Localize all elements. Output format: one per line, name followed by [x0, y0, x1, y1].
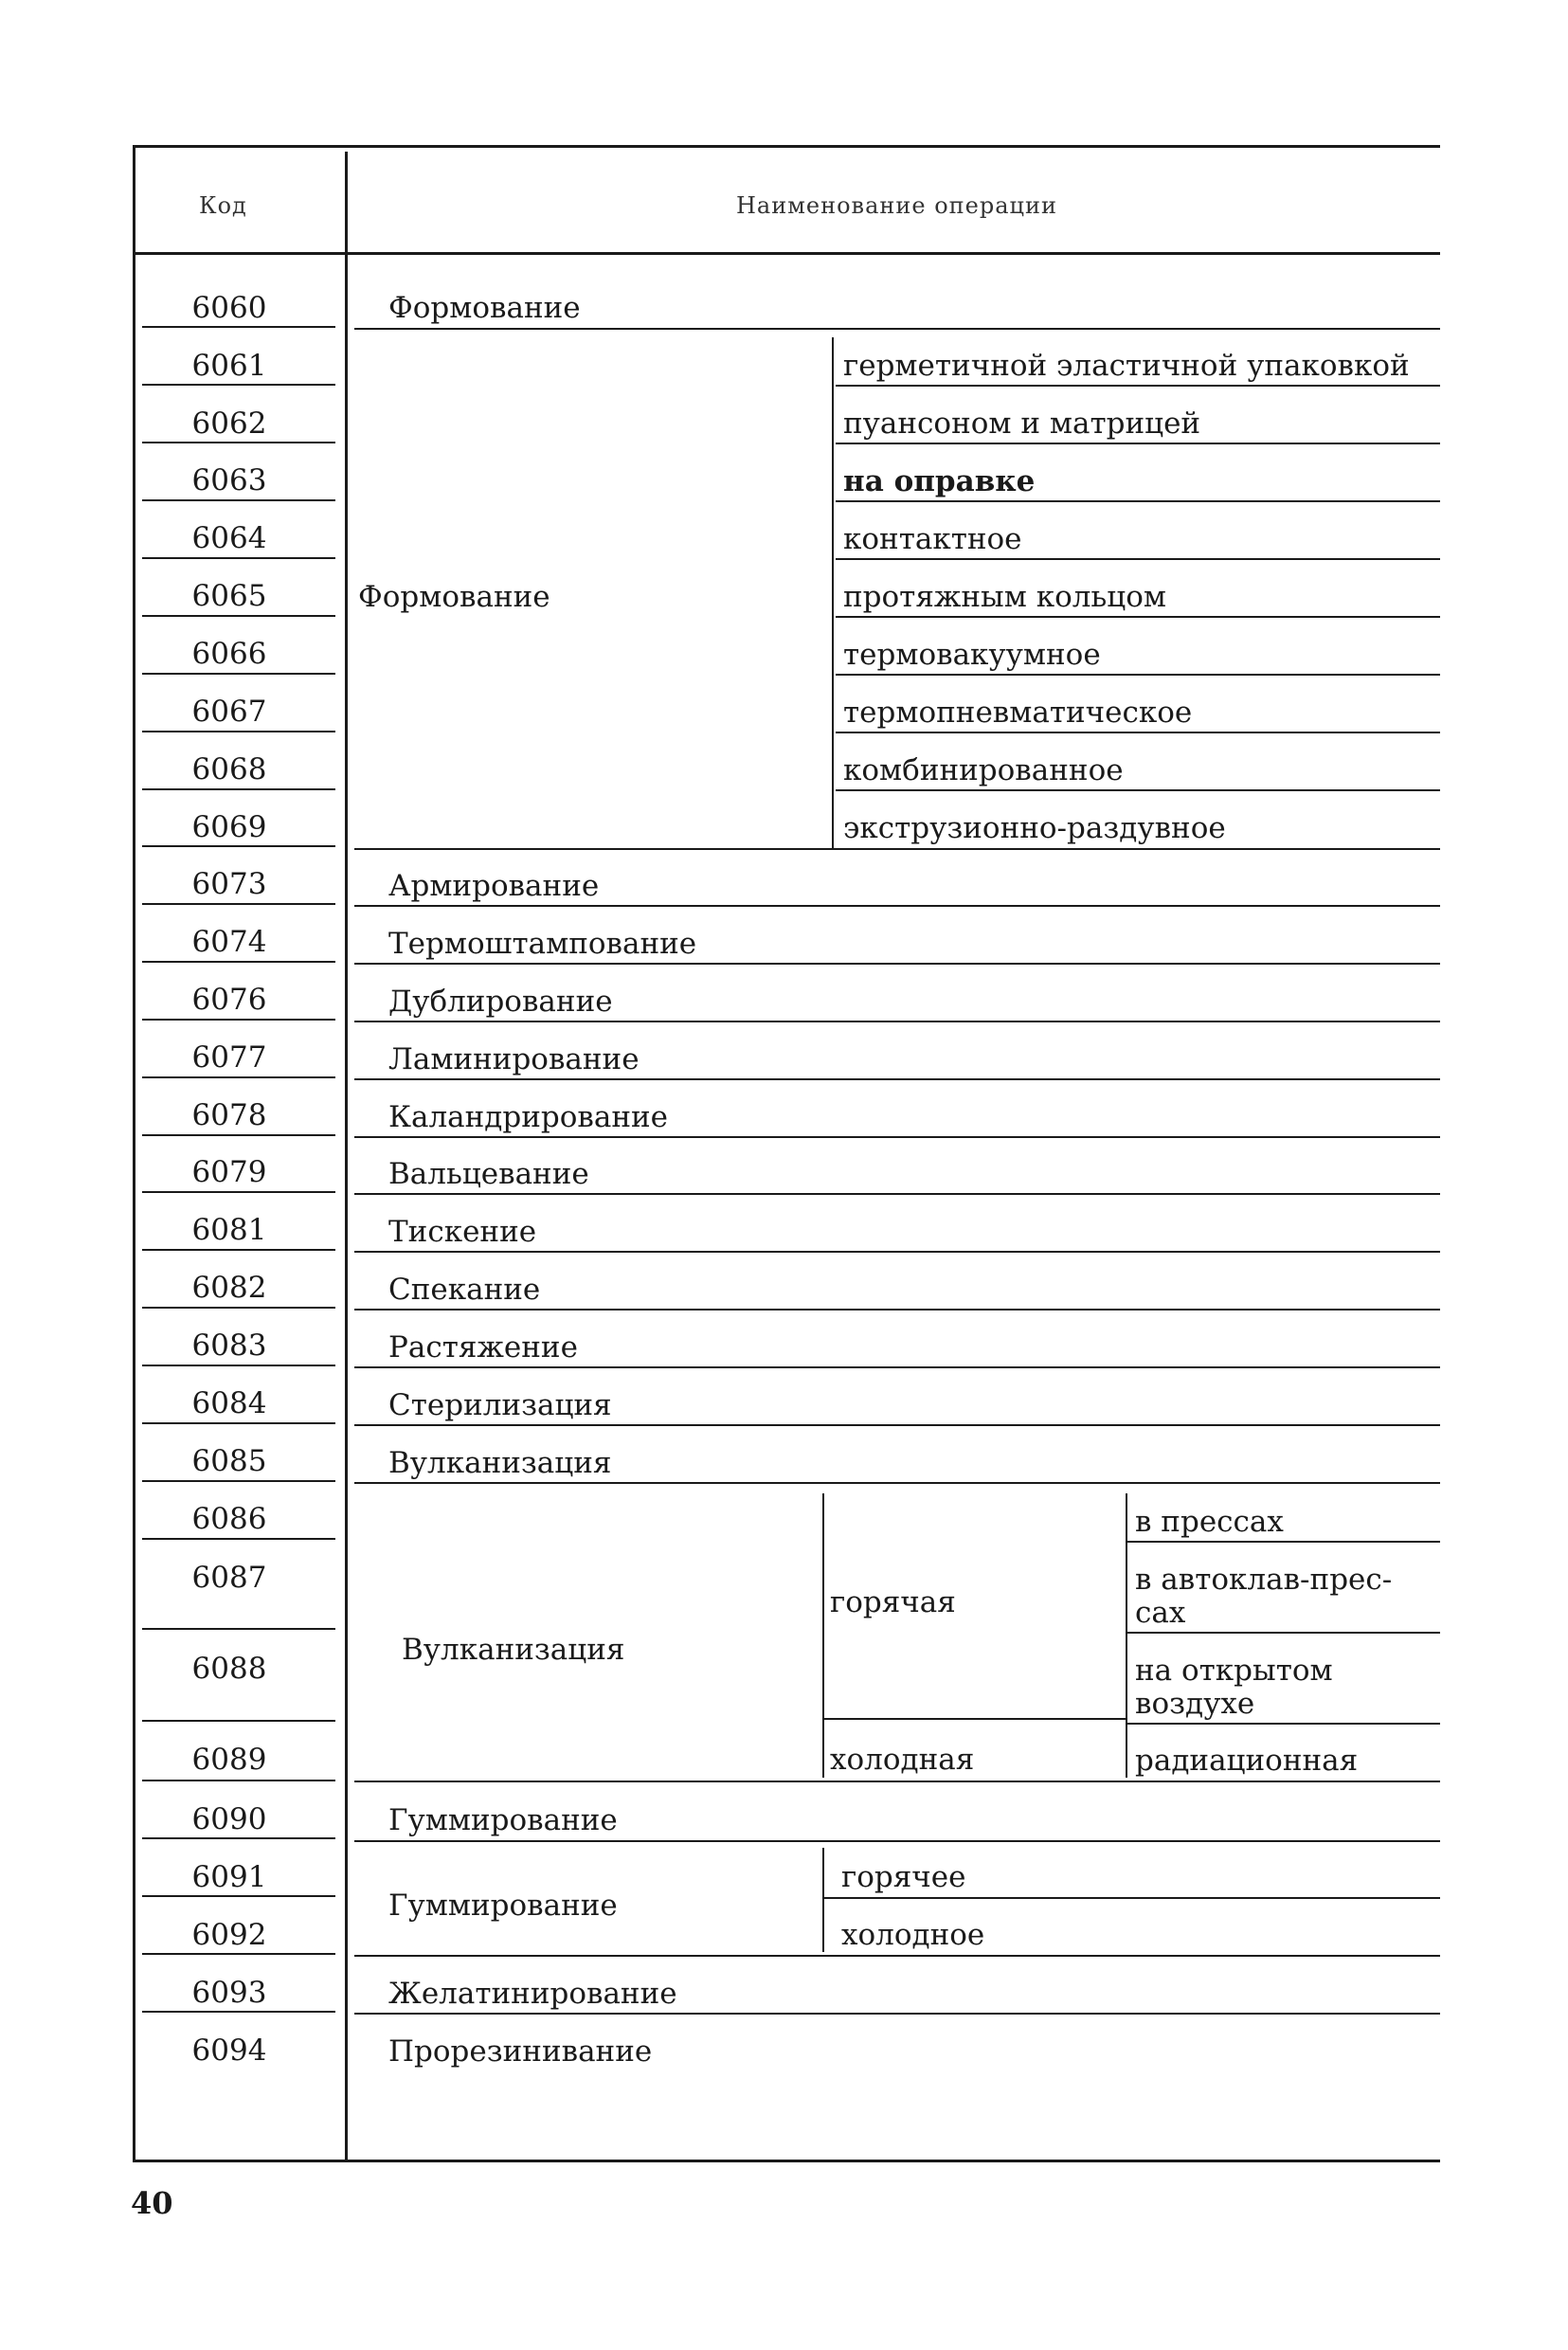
- code-row-divider: [142, 1365, 335, 1366]
- code-row-divider: [142, 1780, 335, 1781]
- sub-operation: герметичной эластичной упаковкой: [843, 349, 1410, 383]
- group-divider: [822, 1848, 824, 1952]
- operation-name: Прорезинивание: [388, 2034, 653, 2069]
- column-divider: [345, 152, 348, 2160]
- code-row-divider: [142, 961, 335, 963]
- code-row-divider: [142, 845, 335, 847]
- code-cell: 6084: [191, 1386, 267, 1420]
- code-cell: 6086: [191, 1502, 267, 1536]
- code-row-divider: [142, 1019, 335, 1021]
- operation-name: Ламинирование: [388, 1042, 640, 1076]
- sub-operation: радиационная: [1135, 1744, 1359, 1778]
- sub-operation: в прессах: [1135, 1505, 1284, 1539]
- code-row-divider: [142, 1953, 335, 1955]
- header-code: Код: [199, 192, 247, 219]
- code-cell: 6078: [191, 1098, 267, 1132]
- code-cell: 6069: [191, 810, 267, 844]
- sub-row-divider: [836, 616, 1440, 618]
- code-cell: 6060: [191, 291, 267, 325]
- code-row-divider: [142, 1191, 335, 1193]
- group-name-vulkanizaciya: Вулканизация: [402, 1633, 625, 1667]
- sub-operation: в автоклав-прес-: [1135, 1563, 1393, 1597]
- sub-row-divider: [836, 500, 1440, 502]
- group-divider: [832, 337, 834, 849]
- code-row-divider: [142, 903, 335, 905]
- vulk-hot-label: горячая: [830, 1585, 956, 1619]
- code-cell: 6077: [191, 1040, 267, 1075]
- row-divider: [354, 1482, 1440, 1484]
- code-row-divider: [142, 615, 335, 617]
- header-operation-name: Наименование операции: [736, 192, 1057, 219]
- table-left-border: [133, 145, 135, 2161]
- row-divider: [354, 1251, 1440, 1253]
- row-divider: [354, 1136, 1440, 1138]
- code-row-divider: [142, 1480, 335, 1482]
- operation-name: Стерилизация: [388, 1388, 612, 1422]
- code-cell: 6066: [191, 637, 267, 671]
- operation-name: Вулканизация: [388, 1446, 612, 1480]
- code-cell: 6082: [191, 1271, 267, 1305]
- code-row-divider: [142, 1538, 335, 1540]
- code-cell: 6067: [191, 695, 267, 729]
- row-divider: [354, 963, 1440, 965]
- code-cell: 6061: [191, 349, 267, 383]
- group-divider: [822, 1493, 824, 1778]
- sub-row-divider: [1127, 1723, 1440, 1725]
- code-row-divider: [142, 384, 335, 386]
- code-cell: 6063: [191, 463, 267, 497]
- sub-row-divider: [836, 385, 1440, 387]
- sub-operation: экструзионно-раздувное: [843, 811, 1226, 845]
- sub-operation: на оправке: [843, 464, 1036, 498]
- code-row-divider: [142, 1249, 335, 1251]
- code-cell: 6087: [191, 1561, 267, 1595]
- code-cell: 6076: [191, 983, 267, 1017]
- operation-name: Растяжение: [388, 1330, 578, 1365]
- sub-row-divider: [836, 789, 1440, 791]
- operation-name: Желатинирование: [388, 1977, 677, 2011]
- code-cell: 6091: [191, 1860, 267, 1894]
- row-divider: [354, 1078, 1440, 1080]
- row-divider: [354, 1781, 1440, 1782]
- code-row-divider: [142, 442, 335, 443]
- operation-name: Тискение: [388, 1215, 537, 1249]
- code-row-divider: [142, 1307, 335, 1309]
- code-cell: 6065: [191, 579, 267, 613]
- code-cell: 6085: [191, 1444, 267, 1478]
- code-cell: 6090: [191, 1802, 267, 1836]
- code-row-divider: [142, 1837, 335, 1839]
- sub-operation: на открытом: [1135, 1654, 1333, 1688]
- code-cell: 6074: [191, 925, 267, 959]
- row-divider: [354, 905, 1440, 907]
- vulk-cold-label: холодная: [830, 1743, 975, 1777]
- code-cell: 6079: [191, 1155, 267, 1189]
- code-cell: 6064: [191, 521, 267, 555]
- row-divider: [354, 1840, 1440, 1842]
- sub-operation: комбинированное: [843, 753, 1124, 787]
- row-divider: [354, 1193, 1440, 1195]
- operation-name: Дублирование: [388, 985, 613, 1019]
- sub-row-divider: [1127, 1632, 1440, 1634]
- sub-row-divider: [1127, 1541, 1440, 1543]
- sub-row-divider: [836, 674, 1440, 676]
- code-row-divider: [142, 1628, 335, 1630]
- code-row-divider: [142, 1422, 335, 1424]
- row-divider: [354, 328, 1440, 330]
- table-top-border: [133, 145, 1440, 148]
- code-row-divider: [142, 499, 335, 501]
- code-cell: 6088: [191, 1652, 267, 1686]
- operation-name: Вальцевание: [388, 1157, 589, 1191]
- sub-operation: горячее: [841, 1860, 966, 1894]
- row-divider: [354, 1309, 1440, 1311]
- code-row-divider: [142, 731, 335, 732]
- row-divider: [354, 1021, 1440, 1022]
- sub-row-divider: [836, 732, 1440, 733]
- sub-operation-cont: сах: [1135, 1596, 1186, 1630]
- operation-name: Каландрирование: [388, 1100, 669, 1134]
- sub-operation-cont: воздухе: [1135, 1687, 1255, 1721]
- code-row-divider: [142, 788, 335, 790]
- code-cell: 6073: [191, 867, 267, 901]
- sub-operation: пуансоном и матрицей: [843, 407, 1201, 441]
- sub-row-divider: [836, 558, 1440, 560]
- code-cell: 6081: [191, 1213, 267, 1247]
- sub-operation: холодное: [841, 1918, 985, 1952]
- operation-name: Формование: [388, 291, 581, 325]
- sub-operation: контактное: [843, 522, 1022, 556]
- sub-row-divider: [824, 1718, 1126, 1720]
- row-divider: [354, 848, 1440, 850]
- code-row-divider: [142, 2011, 335, 2013]
- code-cell: 6083: [191, 1329, 267, 1363]
- code-row-divider: [142, 673, 335, 675]
- operation-name: Спекание: [388, 1273, 541, 1307]
- code-row-divider: [142, 1134, 335, 1136]
- row-divider: [354, 1424, 1440, 1426]
- code-cell: 6089: [191, 1743, 267, 1777]
- sub-operation: термовакуумное: [843, 638, 1101, 672]
- code-cell: 6068: [191, 752, 267, 786]
- group-name-formovanie: Формование: [358, 580, 550, 614]
- group-name-gummirovanie: Гуммирование: [388, 1889, 618, 1923]
- subgroup-divider: [1126, 1493, 1127, 1778]
- header-bottom-border: [133, 252, 1440, 255]
- row-divider: [354, 1366, 1440, 1368]
- code-row-divider: [142, 1076, 335, 1078]
- code-cell: 6093: [191, 1976, 267, 2010]
- sub-row-divider: [824, 1897, 1440, 1899]
- row-divider: [354, 1955, 1440, 1957]
- operation-name: Гуммирование: [388, 1803, 618, 1837]
- row-divider: [354, 2013, 1440, 2015]
- operation-name: Термоштампование: [388, 927, 697, 961]
- sub-row-divider: [836, 443, 1440, 444]
- sub-operation: термопневматическое: [843, 696, 1193, 730]
- code-cell: 6062: [191, 407, 267, 441]
- operation-name: Армирование: [388, 869, 600, 903]
- code-cell: 6094: [191, 2034, 267, 2068]
- table-bottom-border: [133, 2160, 1440, 2162]
- code-cell: 6092: [191, 1918, 267, 1952]
- sub-operation: протяжным кольцом: [843, 580, 1167, 614]
- code-row-divider: [142, 1895, 335, 1897]
- code-row-divider: [142, 1720, 335, 1722]
- code-row-divider: [142, 557, 335, 559]
- page-number: 40: [131, 2185, 173, 2221]
- code-row-divider: [142, 326, 335, 328]
